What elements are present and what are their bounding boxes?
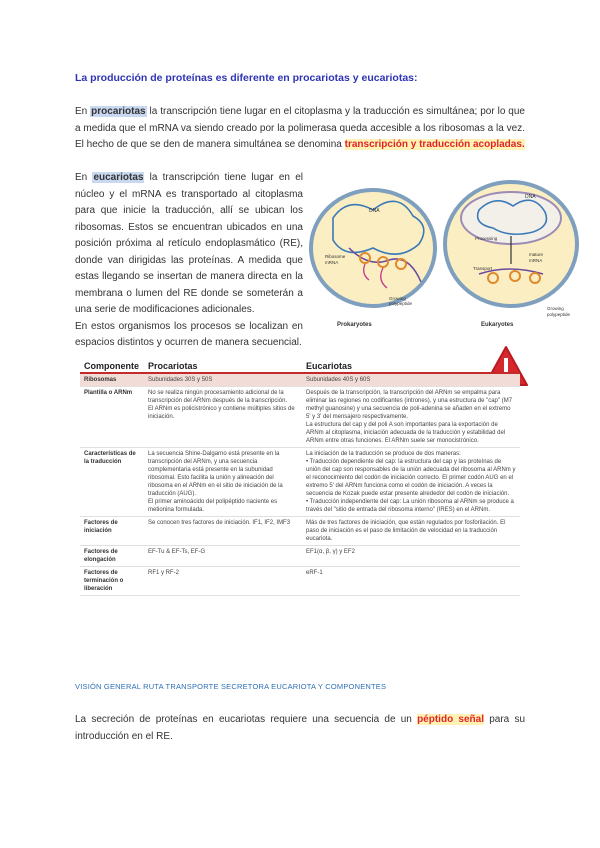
table-row: [80, 517, 520, 546]
ribosome-mrna-label: mRNA: [325, 260, 339, 265]
table-cell: Plantilla o ARNm: [80, 387, 144, 448]
text: para su introducción en el RE.: [75, 714, 526, 742]
growing-label: Growing: [389, 296, 406, 301]
text: En: [75, 106, 91, 117]
table-cell: Se conocen tres factores de iniciación. IF1, IF2, IMF3: [144, 517, 302, 546]
header-cell: Eucariotas: [302, 360, 520, 373]
keyword-procariotas: procariotas: [91, 106, 146, 117]
paragraph-secretion: [75, 712, 525, 745]
header-cell: Procariotas: [144, 360, 302, 373]
table-cell: Después de la transcripción, la transcripción del ARNm se empalma para eliminar las regiones no codificantes (intrones), y una estructura de "cap" (M7 methyl guanosine) y una secuencia de poli-adenina se añaden en el extremo 5' y 3' del mensajero respectivamente. La estructura del cap y del poli A son importantes para la exportación de ARNm al citoplasma, iniciación adecuada de la traducción y estabilidad del ARNm entre otras funciones. El ARNm suele ser monocistrónico.: [302, 387, 520, 448]
table-row: [80, 373, 520, 387]
table-row: [80, 546, 520, 567]
paragraph-prokaryotes: [75, 104, 525, 154]
table-cell: Subunidades 40S y 60S: [302, 373, 520, 387]
table-row: [80, 567, 520, 596]
table-cell: Factores de elongación: [80, 546, 144, 567]
table-row: [80, 448, 520, 517]
growing-label-2: polypeptide: [547, 312, 571, 317]
keyword-peptido-senal: péptido señal: [417, 714, 484, 725]
transcription-translation-figure: [303, 178, 585, 340]
section-heading: VISIÓN GENERAL RUTA TRANSPORTE SECRETORA EUCARIOTA Y COMPONENTES: [75, 682, 387, 691]
text: La secreción de proteínas en eucariotas requiere una secuencia de un: [75, 714, 418, 725]
table-cell: Subunidades 30S y 50S: [144, 373, 302, 387]
mature-mrna-label: mRNA: [529, 258, 543, 263]
header-cell: Componente: [80, 360, 144, 373]
table-cell: Características de la traducción: [80, 448, 144, 517]
table-cell: RF1 y RF-2: [144, 567, 302, 596]
page-title: La producción de proteínas es diferente en procariotas y eucariotas:: [75, 72, 418, 84]
text: la transcripción tiene lugar en el núcleo y el mRNA es transportado al citoplasma para que inicie la traducción, allí se ubican los ribosomas. Estos se encuentran ubicados en una posición próxima al retículo endoplasmático (RE), donde van dirigidas las proteínas. A medida que estas llegando se insertan de manera directa en la membrana o lumen del RE donde se someterán a una serie de modificaciones adicionales.: [75, 172, 303, 315]
text: En: [75, 172, 93, 183]
growing-label: polypeptide: [389, 301, 413, 306]
table-cell: Factores de terminación o liberación: [80, 567, 144, 596]
text: la transcripción tiene lugar en el citoplasma y la traducción es simultánea; por lo que a medida que el mRNA va siendo creado por la polimerasa queda accesible a los ribosomas a la vez. El hecho de que se den de manera simultánea se denomina: [75, 106, 525, 150]
table-row: [80, 387, 520, 448]
paragraph-eukaryotes: [75, 170, 303, 352]
ribosome-mrna-label: Ribosome: [325, 254, 346, 259]
keyword-eucariotas: eucariotas: [93, 172, 144, 183]
text: En estos organismos los procesos se localizan en espacios distintos y ocurren de manera secuencial.: [75, 320, 303, 348]
table-cell: EF1(α, β, γ) y EF2: [302, 546, 520, 567]
dna-label: DNA: [369, 208, 380, 214]
keyword-acopladas: transcripción y traducción acopladas.: [344, 139, 525, 150]
table-cell: No se realiza ningún procesamiento adicional de la transcripción del ARNm después de la transcripción. El ARNm es policistrónico y contiene múltiples sitios de iniciación.: [144, 387, 302, 448]
prokaryotes-label: Prokaryotes: [337, 322, 372, 328]
processing-label: Processing: [475, 236, 498, 241]
dna-label-2: DNA: [525, 194, 536, 200]
table-header-row: [80, 360, 520, 373]
table-cell: La secuencia Shine-Dalgarno está presente en la transcripción del ARNm, y una secuencia complementaria está presente en la subunidad ribosomal. Esto facilita la unión y alineación del ribosoma en el ARNm en el sitio de iniciación de la traducción (AUG). El primer aminoácido del polipéptido naciente es metionina formulada.: [144, 448, 302, 517]
comparison-table: [80, 360, 520, 596]
table-cell: EF-Tu & EF-Ts, EF-G: [144, 546, 302, 567]
growing-label-2: Growing: [547, 306, 564, 311]
eukaryotes-label: Eukaryotes: [481, 322, 514, 328]
table-cell: La iniciación de la traducción se produce de dos maneras: • Traducción dependiente del cap: la estructura del cap y las proteínas de unión del cap son responsables de la unión adecuada del ribosoma al ARNm y el reconocimiento del codón de iniciación correcto. El primer codón AUG en el extremo 5' del ARNm funciona como el codón de iniciación. A veces la secuencia de Kozak puede estar presente alrededor del codón de iniciación. • Traducción independiente del cap: La unión ribosoma al ARNm se produce a través del "sitio de entrada del ribosoma interno" (IRES) en el ARNm.: [302, 448, 520, 517]
table-cell: eRF-1: [302, 567, 520, 596]
table-cell: Ribosomas: [80, 373, 144, 387]
table-cell: Factores de iniciación: [80, 517, 144, 546]
table-cell: Más de tres factores de iniciación, que están regulados por fosforilación. El paso de iniciación es el paso de limitación de velocidad en la traducción eucariota.: [302, 517, 520, 546]
mature-mrna-label: mature: [529, 252, 544, 257]
transport-label: Transport: [473, 266, 493, 271]
